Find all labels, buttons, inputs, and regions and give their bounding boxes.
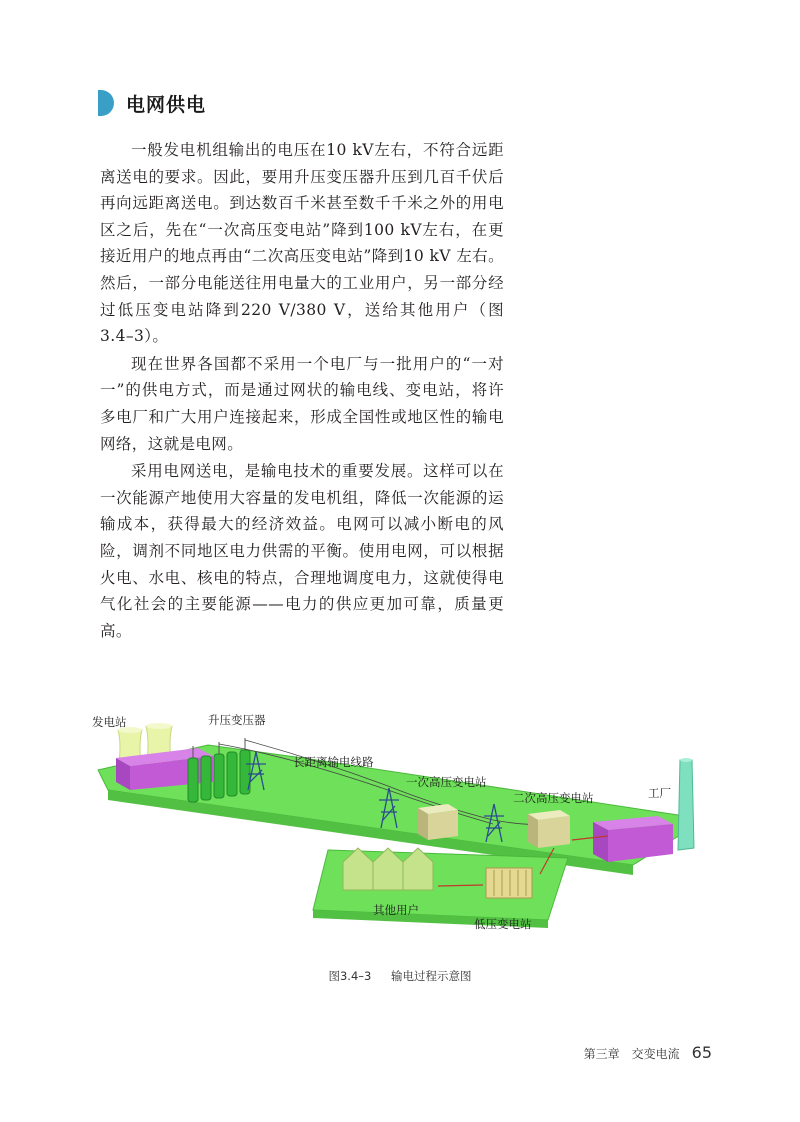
page-footer (584, 1043, 712, 1062)
houses-group (343, 848, 433, 890)
primary-substation-box (418, 804, 458, 840)
section-marker-icon (98, 90, 114, 116)
paragraph-3: 采用电网送电，是输电技术的重要发展。这样可以在一次能源产地使用大容量的发电机组，降低一次能源的运输成本，获得最大的经济效益。电网可以减小断电的风险，调剂不同地区电力供需的平衡。使用电网，可以根据火电、水电、核电的特点，合理地调度电力，这就使得电气化社会的主要能源——电力的供应更加可靠，质量更高。 (100, 462, 504, 640)
paragraph-1: 一般发电机组输出的电压在10 kV左右，不符合远距离送电的要求。因此，要用升压变压器升压到几百千伏后再向远距离送电。到达数百千米甚至数千千米之外的用电区之后，先在“一次高压变电站”降到100 kV左右，在更接近用户的地点再由“二次高压变电站”降到10 kV 左右。然后，一部分电能送往用电量大的工业用户，另一部分经过低压变电站降到220 V/380 V，送给其他用户（图3.4–3）。 (100, 141, 504, 346)
label-other-users: 其他用户 (373, 903, 419, 917)
label-step-up-transformer: 升压变压器 (208, 713, 266, 727)
caption-number: 图3.4–3 (328, 969, 372, 983)
figure-caption (0, 968, 800, 984)
power-transmission-figure (88, 690, 728, 940)
label-low-voltage-substation: 低压变电站 (474, 917, 532, 931)
label-power-station: 发电站 (92, 715, 127, 729)
low-voltage-substation-box (486, 868, 532, 898)
page-number: 65 (691, 1043, 712, 1062)
caption-text: 输电过程示意图 (391, 969, 472, 983)
section-title: 电网供电 (126, 93, 207, 116)
body-text (100, 137, 504, 645)
label-secondary-substation: 二次高压变电站 (513, 791, 594, 805)
section-heading (98, 88, 206, 118)
paragraph-2: 现在世界各国都不采用一个电厂与一批用户的“一对一”的供电方式，而是通过网状的输电线、变电站，将许多电厂和广大用户连接起来，形成全国性或地区性的输电网络，这就是电网。 (100, 354, 504, 453)
factory-chimney (678, 760, 694, 850)
label-long-line: 长距离输电线路 (293, 755, 374, 769)
label-primary-substation: 一次高压变电站 (406, 775, 487, 789)
label-factory: 工厂 (648, 786, 671, 800)
secondary-substation-box (528, 810, 570, 848)
footer-chapter: 第三章 交变电流 (583, 1047, 680, 1061)
